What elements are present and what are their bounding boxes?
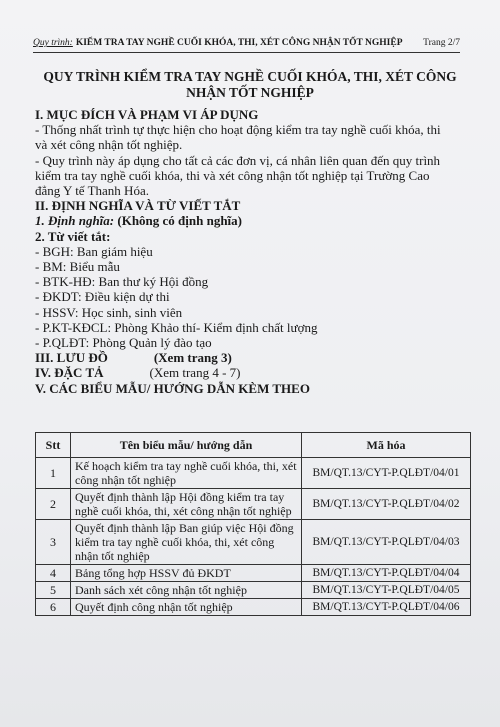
section-1-para-2-line-2: kiểm tra tay nghề cuối khóa, thi và xét công nhận tốt nghiệp tại Trường Cao <box>35 167 430 183</box>
page-header <box>33 38 460 48</box>
row-name: Quyết định thành lập Ban giúp việc Hội đồng kiểm tra tay nghề cuối khóa, thi, xét công nhận tốt nghiệp <box>71 520 302 565</box>
row-stt: 1 <box>36 458 71 489</box>
document-body <box>35 107 460 396</box>
row-code: BM/QT.13/CYT-P.QLĐT/04/05 <box>302 582 471 599</box>
section-3-heading: III. LƯU ĐỒ <box>35 350 108 366</box>
row-code: BM/QT.13/CYT-P.QLĐT/04/06 <box>302 599 471 616</box>
abbreviation-item: - P.KT-KĐCL: Phòng Khảo thí- Kiểm định chất lượng <box>35 319 318 335</box>
abbreviation-item: - ĐKDT: Điều kiện dự thi <box>35 289 170 305</box>
title-line-2: NHẬN TỐT NGHIỆP <box>186 85 314 100</box>
column-header-code: Mã hóa <box>302 433 471 458</box>
definition-label: 1. Định nghĩa: <box>35 213 115 229</box>
section-4-line <box>35 365 460 380</box>
table-row <box>36 582 471 599</box>
row-name: Quyết định thành lập Hội đồng kiểm tra tay nghề cuối khóa, thi, xét công nhận tốt nghiệp <box>71 489 302 520</box>
section-4-note: (Xem trang 4 - 7) <box>149 365 241 381</box>
definition-line <box>35 213 460 228</box>
abbreviation-item: - HSSV: Học sinh, sinh viên <box>35 304 183 320</box>
header-title: KIỂM TRA TAY NGHỀ CUỐI KHÓA, THI, XÉT CÔNG NHẬN TỐT NGHIỆP <box>75 38 403 48</box>
row-code: BM/QT.13/CYT-P.QLĐT/04/03 <box>302 520 471 565</box>
section-3-note: (Xem trang 3) <box>153 350 232 366</box>
table-row <box>36 565 471 582</box>
table-row <box>36 599 471 616</box>
column-header-stt: Stt <box>36 433 71 458</box>
abbreviation-item: - BTK-HĐ: Ban thư ký Hội đồng <box>35 274 209 290</box>
page-number: Trang 2/7 <box>423 38 460 48</box>
table-row <box>36 489 471 520</box>
document-title <box>40 69 460 101</box>
section-1-para-1-line-2: và xét công nhận tốt nghiệp. <box>35 137 183 153</box>
section-4-heading: IV. ĐẶC TẢ <box>35 365 104 381</box>
abbreviation-item: - P.QLĐT: Phòng Quản lý đào tạo <box>35 335 212 351</box>
header-label: Quy trình: <box>33 38 73 48</box>
row-stt: 6 <box>36 599 71 616</box>
column-header-name: Tên biểu mẫu/ hướng dẫn <box>71 433 302 458</box>
section-5-heading: V. CÁC BIỂU MẪU/ HƯỚNG DẪN KÈM THEO <box>35 380 310 396</box>
abbreviation-item: - BM: Biểu mẫu <box>35 259 120 275</box>
header-divider <box>33 52 460 53</box>
row-name: Kế hoạch kiểm tra tay nghề cuối khóa, thi, xét công nhận tốt nghiệp <box>71 458 302 489</box>
table-row <box>36 458 471 489</box>
row-stt: 2 <box>36 489 71 520</box>
section-1-para-2-line-3: đẳng Y tế Thanh Hóa. <box>35 183 149 199</box>
row-stt: 5 <box>36 582 71 599</box>
table-header-row <box>36 433 471 458</box>
row-name: Quyết định công nhận tốt nghiệp <box>71 599 302 616</box>
row-stt: 4 <box>36 565 71 582</box>
section-2-heading: II. ĐỊNH NGHĨA VÀ TỪ VIẾT TẮT <box>35 198 241 214</box>
row-code: BM/QT.13/CYT-P.QLĐT/04/01 <box>302 458 471 489</box>
section-1-para-2-line-1: - Quy trình này áp dụng cho tất cả các đơn vị, cá nhân liên quan đến quy trình <box>35 152 441 168</box>
table-row <box>36 520 471 565</box>
row-code: BM/QT.13/CYT-P.QLĐT/04/02 <box>302 489 471 520</box>
section-3-line <box>35 350 460 365</box>
title-line-1: QUY TRÌNH KIỂM TRA TAY NGHỀ CUỐI KHÓA, THI, XÉT CÔNG <box>43 69 457 84</box>
section-1-para-1-line-1: - Thống nhất trình tự thực hiện cho hoạt động kiểm tra tay nghề cuối khóa, thi <box>35 122 441 138</box>
row-stt: 3 <box>36 520 71 565</box>
row-name: Bảng tổng hợp HSSV đủ ĐKDT <box>71 565 302 582</box>
row-code: BM/QT.13/CYT-P.QLĐT/04/04 <box>302 565 471 582</box>
forms-table <box>35 432 471 616</box>
row-name: Danh sách xét công nhận tốt nghiệp <box>71 582 302 599</box>
abbreviation-item: - BGH: Ban giám hiệu <box>35 243 153 259</box>
definition-value: (Không có định nghĩa) <box>117 213 242 229</box>
section-1-heading: I. MỤC ĐÍCH VÀ PHẠM VI ÁP DỤNG <box>35 107 259 122</box>
abbreviation-label: 2. Từ viết tắt: <box>35 228 111 244</box>
